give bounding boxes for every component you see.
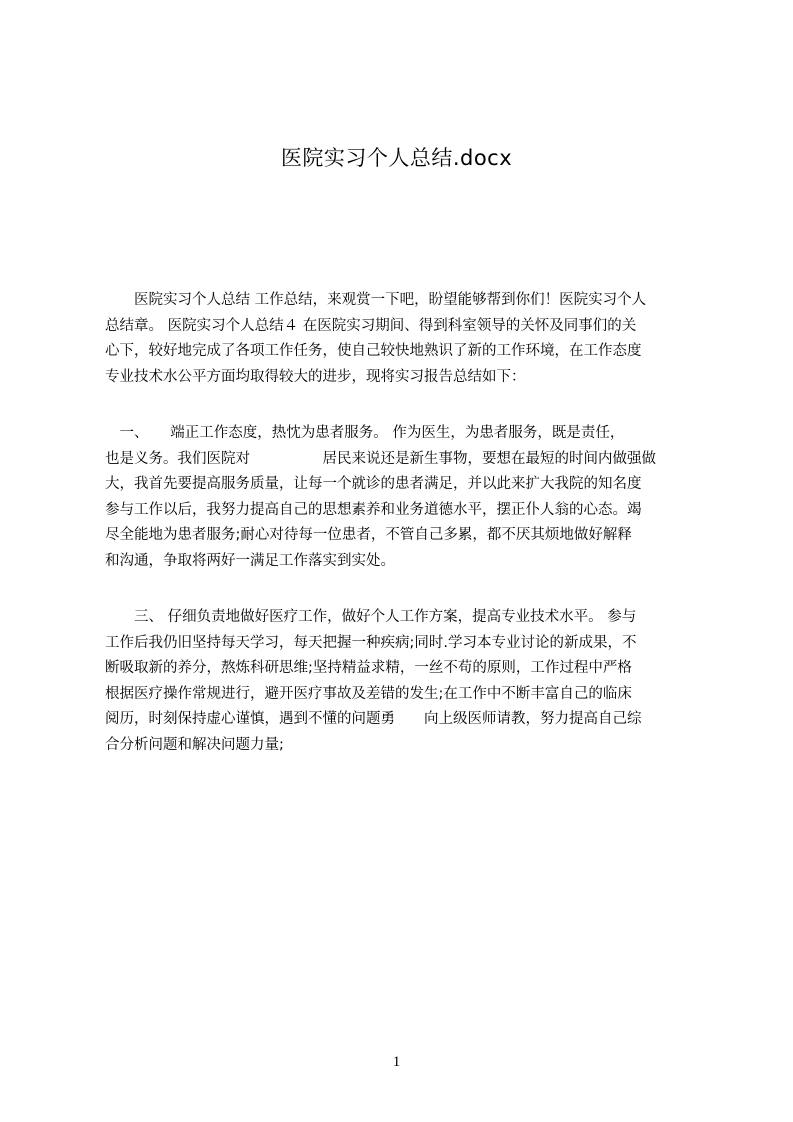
paragraph-line: 一、 端正工作态度，热忱为患者服务。 作为医生，为患者服务，既是责任，: [105, 425, 625, 441]
paragraph-line: 合分析问题和解决问题力量;: [105, 736, 284, 753]
paragraph-line: 根据医疗操作常规进行，避开医疗事故及差错的发生;在工作中不断丰富自己的临床: [105, 685, 632, 702]
paragraph-line: 尽全能地为患者服务;耐心对待每一位患者，不管自己多累，都不厌其烦地做好解释: [105, 527, 632, 543]
paragraph-line: 和沟通，争取将两好一满足工作落实到实处。: [105, 552, 395, 569]
paragraph-line: 阅历，时刻保持虚心谨慎，遇到不懂的问题勇 向上级医师请教，努力提高自己综: [105, 711, 642, 727]
paragraph-line: 三、 仔细负责地做好医疗工作，做好个人工作方案，提高专业技术水平。 参与: [105, 609, 637, 625]
paragraph-line: 心下，较好地完成了各项工作任务，使自己较快地熟识了新的工作环境，在工作态度: [105, 343, 642, 359]
paragraph-line: 断吸取新的养分，熬炼科研思维;坚持精益求精，一丝不苟的原则，工作过程中严格: [105, 660, 632, 676]
paragraph-line: 也是义务。我们医院对 居民来说还是新生事物，要想在最短的时间内做强做: [105, 450, 656, 467]
paragraph-section-one: [105, 421, 710, 574]
paragraph-line: 总结章。 医院实习个人总结４ 在医院实习期间、得到科室领导的关怀及同事们的关: [105, 317, 637, 334]
paragraph-line: 工作后我仍旧坚持每天学习，每天把握一种疾病;同时.学习本专业讨论的新成果，不: [105, 634, 637, 651]
paragraph-line: 专业技术水公平方面均取得较大的进步，现将实习报告总结如下：: [105, 368, 526, 385]
paragraph-intro: [105, 288, 710, 390]
paragraph-section-three: [105, 605, 710, 758]
page-number: 1: [392, 1054, 401, 1070]
paragraph-line: 参与工作以后，我努力提高自己的思想素养和业务道德水平，摆正仆人翁的心态。竭: [105, 501, 642, 518]
paragraph-line: 医院实习个人总结 工作总结，来观赏一下吧，盼望能够帮到你们！医院实习个人: [105, 292, 647, 308]
document-title: 医院实习个人总结.docx: [280, 146, 513, 170]
paragraph-line: 大，我首先要提高服务质量，让每一个就诊的患者满足，并以此来扩大我院的知名度: [105, 476, 642, 492]
